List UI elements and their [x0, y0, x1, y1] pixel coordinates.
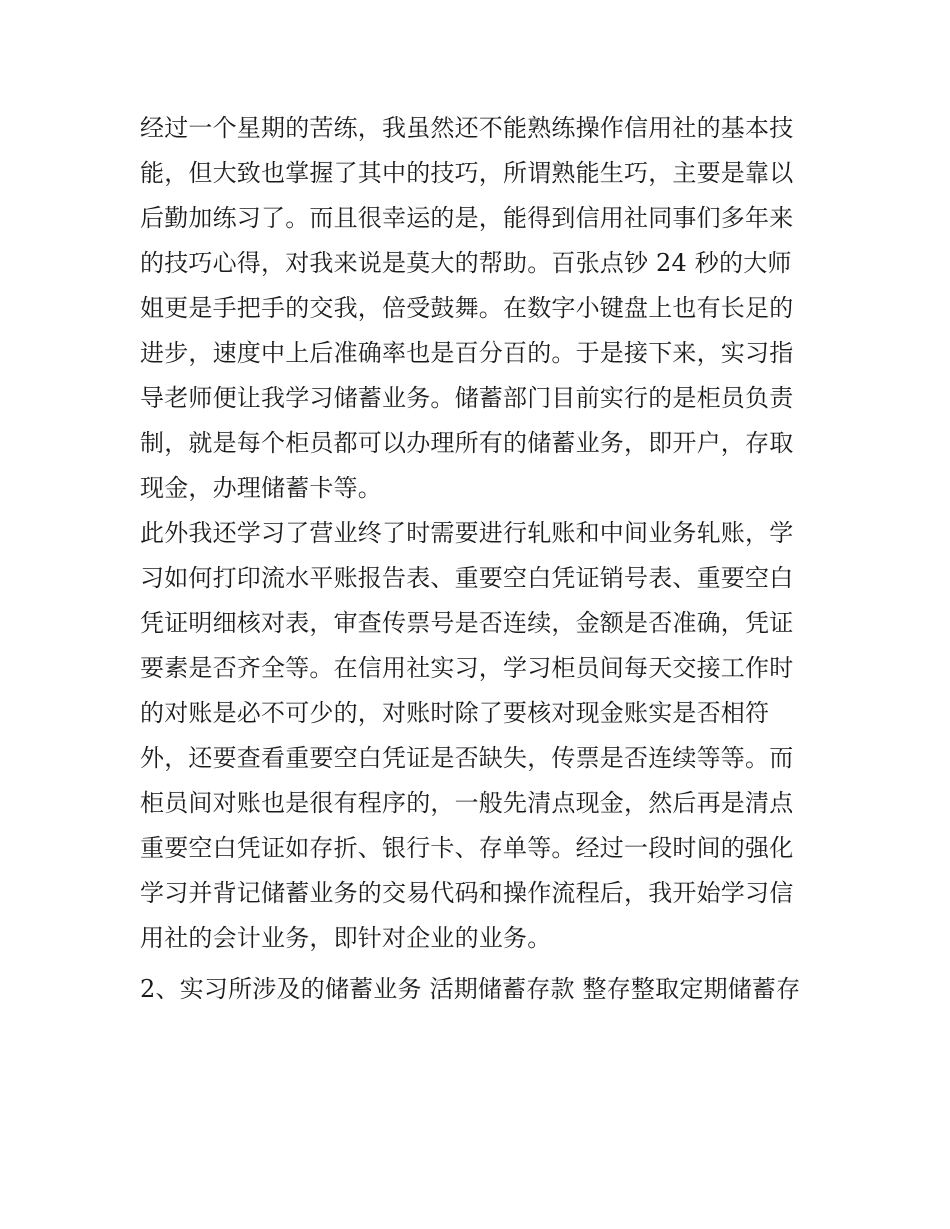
text-line: 此外我还学习了营业终了时需要进行轧账和中间业务轧账，学	[140, 519, 794, 547]
text-line: 柜员间对账也是很有程序的，一般先清点现金，然后再是清点	[140, 789, 794, 817]
text-line: 的对账是必不可少的，对账时除了要核对现金账实是否相符	[140, 699, 770, 727]
text-line: 要素是否齐全等。在信用社实习，学习柜员间每天交接工作时	[140, 654, 794, 682]
text-line: 凭证明细核对表，审查传票号是否连续，金额是否准确，凭证	[140, 609, 794, 637]
paragraph-3	[140, 967, 820, 1012]
text-line: 2、实习所涉及的储蓄业务 活期储蓄存款 整存整取定期储蓄存	[140, 975, 801, 1003]
text-line: 外，还要查看重要空白凭证是否缺失，传票是否连续等等。而	[140, 744, 794, 772]
text-line: 导老师便让我学习储蓄业务。储蓄部门目前实行的是柜员负责	[140, 384, 794, 412]
paragraph-1	[140, 106, 820, 511]
document-body	[140, 106, 820, 1012]
text-line: 进步，速度中上后准确率也是百分百的。于是接下来，实习指	[140, 339, 794, 367]
text-line: 的技巧心得，对我来说是莫大的帮助。百张点钞 24 秒的大师	[140, 249, 792, 277]
text-line: 学习并背记储蓄业务的交易代码和操作流程后，我开始学习信	[140, 879, 794, 907]
text-line: 能，但大致也掌握了其中的技巧，所谓熟能生巧，主要是靠以	[140, 159, 794, 187]
text-line: 用社的会计业务，即针对企业的业务。	[140, 924, 552, 952]
text-line: 习如何打印流水平账报告表、重要空白凭证销号表、重要空白	[140, 564, 794, 592]
text-line: 现金，办理储蓄卡等。	[140, 474, 382, 502]
text-line: 重要空白凭证如存折、银行卡、存单等。经过一段时间的强化	[140, 834, 794, 862]
text-line: 姐更是手把手的交我，倍受鼓舞。在数字小键盘上也有长足的	[140, 294, 794, 322]
paragraph-2	[140, 511, 820, 961]
text-line: 后勤加练习了。而且很幸运的是，能得到信用社同事们多年来	[140, 204, 794, 232]
text-line: 制，就是每个柜员都可以办理所有的储蓄业务，即开户，存取	[140, 429, 794, 457]
text-line: 经过一个星期的苦练，我虽然还不能熟练操作信用社的基本技	[140, 114, 794, 142]
